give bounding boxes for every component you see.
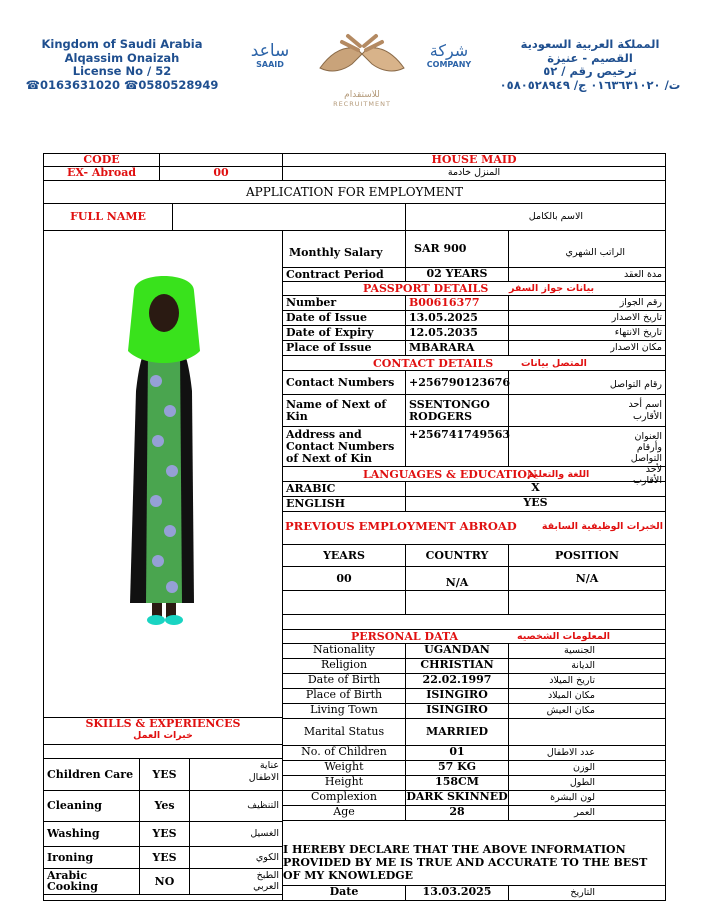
expiry-date-label: Date of Expiry <box>282 325 406 341</box>
nationality-label: Nationality <box>282 643 406 659</box>
living-town-value: ISINGIRO <box>405 703 509 719</box>
passport-title-ar: بيانات جواز السفر <box>509 283 595 294</box>
header-ar-line: القصيم - عنيزة <box>547 50 633 65</box>
full-name-arabic: الاسم بالكامل <box>405 203 666 231</box>
house-maid-arabic: المنزل خادمة <box>282 166 666 181</box>
next-of-kin-arabic: اسم أحد الأقارب <box>508 394 666 427</box>
skill-children-care-arabic: عناية الاطفال <box>189 758 283 791</box>
skill-arabic-cooking-value: NO <box>139 868 190 895</box>
date-arabic: التاريخ <box>508 885 666 901</box>
monthly-salary-value: SAR 900 <box>405 230 509 268</box>
header-ar-line: ترخيص رقم / ٥٢ <box>543 64 637 78</box>
languages-title <box>282 466 666 482</box>
prev-header-country: COUNTRY <box>405 544 509 567</box>
marital-status-value: MARRIED <box>405 718 509 746</box>
religion-arabic: الديانة <box>508 658 666 674</box>
application-title: APPLICATION FOR EMPLOYMENT <box>43 180 666 204</box>
header-en-line: Alqassim Onaizah <box>64 50 180 65</box>
issue-date-arabic: تاريخ الاصدار <box>508 310 666 326</box>
skill-cleaning-value: Yes <box>139 790 190 822</box>
passport-title-en: PASSPORT DETAILS <box>363 282 489 295</box>
ex-abroad-value: 00 <box>159 166 283 181</box>
skill-washing-label: Washing <box>43 821 140 847</box>
prev-empty-country <box>405 590 509 615</box>
monthly-salary-label: Monthly Salary <box>282 230 406 268</box>
personal-data-title <box>282 629 666 644</box>
arabic-language-label: ARABIC <box>282 481 406 497</box>
code-label: CODE <box>43 153 160 167</box>
personal-title-ar: المعلومات الشخصيه <box>517 631 611 642</box>
skills-spacer <box>43 744 283 759</box>
house-maid-label: HOUSE MAID <box>282 153 666 167</box>
skill-ironing-arabic: الكوي <box>189 846 283 869</box>
expiry-date-value: 12.05.2035 <box>405 325 509 341</box>
height-value: 158CM <box>405 775 509 791</box>
complexion-value: DARK SKINNED <box>405 790 509 806</box>
height-label: Height <box>282 775 406 791</box>
complexion-arabic: لون البشرة <box>508 790 666 806</box>
personal-title-en: PERSONAL DATA <box>351 630 459 643</box>
children-count-label: No. of Children <box>282 745 406 761</box>
blank-row <box>282 614 666 630</box>
expiry-date-arabic: تاريخ الانتهاء <box>508 325 666 341</box>
passport-number-value: B00616377 <box>405 295 509 311</box>
arabic-language-value: X <box>405 481 666 497</box>
date-label: Date <box>282 885 406 901</box>
issue-date-label: Date of Issue <box>282 310 406 326</box>
full-name-value <box>172 203 406 231</box>
date-value: 13.03.2025 <box>405 885 509 901</box>
complexion-label: Complexion <box>282 790 406 806</box>
contact-title-en: CONTACT DETAILS <box>373 357 494 370</box>
skill-children-care-label: Children Care <box>43 758 140 791</box>
previous-employment-title-en: PREVIOUS EMPLOYMENT ABROAD <box>285 519 517 533</box>
skill-cleaning-label: Cleaning <box>43 790 140 822</box>
passport-number-label: Number <box>282 295 406 311</box>
age-label: Age <box>282 805 406 821</box>
passport-number-arabic: رقم الجواز <box>508 295 666 311</box>
marital-status-label: Marital Status <box>282 718 406 746</box>
contact-numbers-arabic: رقام التواصل <box>508 370 666 395</box>
skill-washing-value: YES <box>139 821 190 847</box>
contract-period-arabic: مدة العقد <box>508 267 666 282</box>
skills-bottom-spacer <box>43 894 283 901</box>
contact-details-title <box>282 355 666 371</box>
prev-empty-years <box>282 590 406 615</box>
prev-header-position: POSITION <box>508 544 666 567</box>
logo-left-ar: ساعد <box>250 41 290 61</box>
place-of-birth-label: Place of Birth <box>282 688 406 704</box>
declaration-text: I HEREBY DECLARE THAT THE ABOVE INFORMATION PROVIDED BY ME IS TRUE AND ACCURATE TO THE BEST OF MY KNOWLEDGE <box>282 820 666 886</box>
logo-right-ar: شركة <box>429 41 469 60</box>
applicant-photo <box>44 231 282 717</box>
ex-abroad-label: EX- Abroad <box>43 166 160 181</box>
dob-value: 22.02.1997 <box>405 673 509 689</box>
header-ar-line: ت/ ٠١٦٣٦٣١٠٢٠ ج/ ٠٥٨٠٥٢٨٩٤٩ <box>499 77 681 92</box>
header-en-line: License No / 52 <box>72 64 172 78</box>
place-of-issue-value: MBARARA <box>405 340 509 356</box>
weight-label: Weight <box>282 760 406 776</box>
skills-title-ar: خبرات العمل <box>133 730 193 741</box>
monthly-salary-arabic: الراتب الشهري <box>508 230 666 268</box>
prev-country-value: N/A <box>405 566 509 591</box>
children-count-arabic: عدد الاطفال <box>508 745 666 761</box>
skill-children-care-value: YES <box>139 758 190 791</box>
languages-title-en: LANGUAGES & EDUCATION <box>363 468 537 481</box>
dob-label: Date of Birth <box>282 673 406 689</box>
contact-numbers-value: +256790123676 <box>405 370 509 395</box>
company-header-english <box>22 38 222 92</box>
religion-label: Religion <box>282 658 406 674</box>
living-town-arabic: مكان العيش <box>508 703 666 719</box>
passport-details-title <box>282 281 666 296</box>
logo-left-en: SAAID <box>256 60 284 69</box>
skill-cleaning-arabic: التنظيف <box>189 790 283 822</box>
place-of-birth-value: ISINGIRO <box>405 688 509 704</box>
skills-title-en: SKILLS & EXPERIENCES <box>85 717 241 730</box>
previous-employment-title-ar: الخبرات الوظيفية السابقة <box>541 521 663 532</box>
kin-address-label: Address and Contact Numbers of Next of Kin <box>282 426 406 467</box>
logo-right-text <box>424 42 474 69</box>
kin-address-value: +256741749563 <box>405 426 509 467</box>
kin-address-arabic: العنوان وأرقام التواصل لأحد الأقارب <box>508 426 666 467</box>
header-en-line: ☎0163631020 ☎0580528949 <box>25 77 219 92</box>
logo-right-en: COMPANY <box>426 60 472 69</box>
previous-employment-title <box>282 511 666 545</box>
place-of-birth-arabic: مكان الميلاد <box>508 688 666 704</box>
living-town-label: Living Town <box>282 703 406 719</box>
english-language-label: ENGLISH <box>282 496 406 512</box>
place-of-issue-arabic: مكان الاصدار <box>508 340 666 356</box>
languages-title-ar: اللغة والتعليم <box>527 469 590 480</box>
prev-empty-position <box>508 590 666 615</box>
skill-ironing-value: YES <box>139 846 190 869</box>
issue-date-value: 13.05.2025 <box>405 310 509 326</box>
nationality-value: UGANDAN <box>405 643 509 659</box>
religion-value: CHRISTIAN <box>405 658 509 674</box>
age-arabic: العمر <box>508 805 666 821</box>
prev-position-value: N/A <box>508 566 666 591</box>
contact-numbers-label: Contact Numbers <box>282 370 406 395</box>
age-value: 28 <box>405 805 509 821</box>
prev-years-value: 00 <box>282 566 406 591</box>
logo-under-text <box>320 90 404 108</box>
skill-washing-arabic: الغسيل <box>189 821 283 847</box>
skill-ironing-label: Ironing <box>43 846 140 869</box>
skill-arabic-cooking-arabic: الطبخ العربي <box>189 868 283 895</box>
logo-left-text <box>250 42 290 69</box>
company-header-arabic <box>490 38 690 92</box>
employment-application-form <box>43 153 666 908</box>
english-language-value: YES <box>405 496 666 512</box>
code-value <box>159 153 283 167</box>
height-arabic: الطول <box>508 775 666 791</box>
next-of-kin-label: Name of Next of Kin <box>282 394 406 427</box>
nationality-arabic: الجنسية <box>508 643 666 659</box>
header-ar-line: المملكة العربية السعودية <box>520 37 660 51</box>
contract-period-label: Contract Period <box>282 267 406 282</box>
logo-under-ar: للاستقدام <box>344 90 380 100</box>
contact-title-ar: المتصل بيانات <box>521 358 587 369</box>
prev-header-years: YEARS <box>282 544 406 567</box>
photo-frame <box>43 230 283 718</box>
marital-status-arabic <box>508 718 666 746</box>
place-of-issue-label: Place of Issue <box>282 340 406 356</box>
logo-under-en: RECRUITMENT <box>333 100 391 108</box>
full-name-label: FULL NAME <box>43 203 173 231</box>
weight-arabic: الوزن <box>508 760 666 776</box>
skill-arabic-cooking-label: Arabic Cooking <box>43 868 140 895</box>
skills-title <box>43 717 283 745</box>
contract-period-value: 02 YEARS <box>405 267 509 282</box>
children-count-value: 01 <box>405 745 509 761</box>
next-of-kin-value: SSENTONGO RODGERS <box>405 394 509 427</box>
dob-arabic: تاريخ الميلاد <box>508 673 666 689</box>
header-en-line: Kingdom of Saudi Arabia <box>41 37 203 51</box>
weight-value: 57 KG <box>405 760 509 776</box>
